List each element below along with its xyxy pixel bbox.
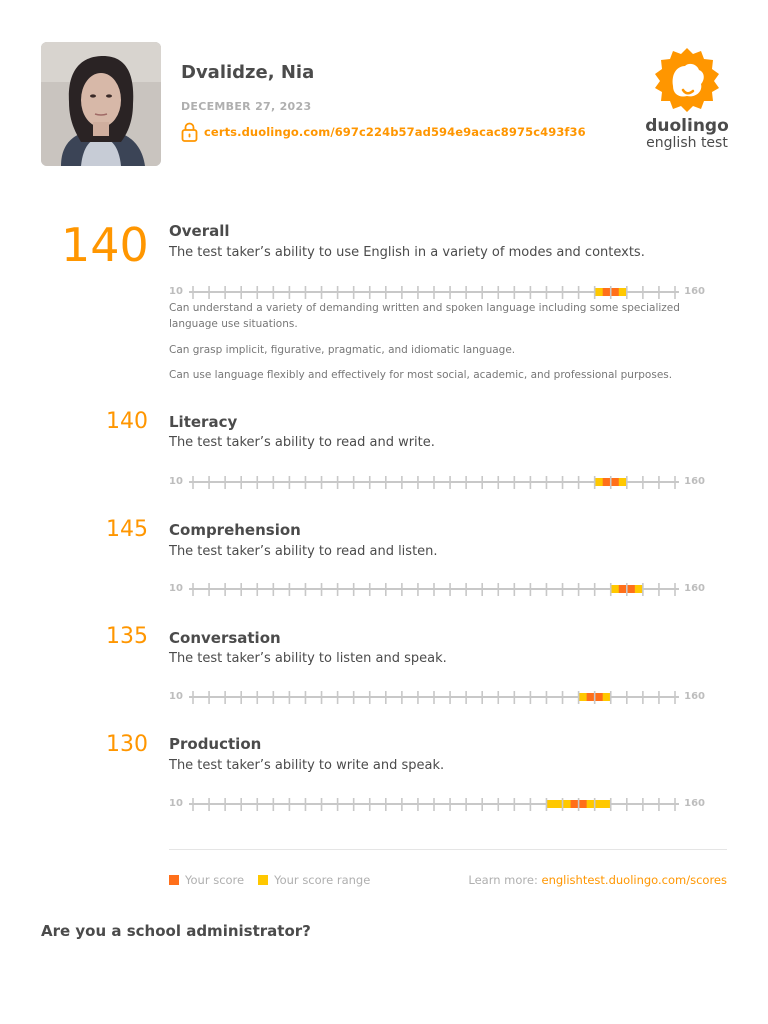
- legend-divider: [169, 849, 727, 850]
- scale-track: [189, 582, 679, 598]
- conversation-title: Conversation: [169, 629, 281, 647]
- scale-min-label: 10: [169, 583, 183, 594]
- score-range-mark: [595, 800, 611, 808]
- test-taker-name: Dvalidze, Nia: [181, 62, 315, 83]
- learn-more-prefix: Learn more:: [468, 873, 538, 887]
- legend-score-label: Your score: [185, 873, 245, 887]
- conversation-scale: [169, 690, 705, 706]
- lock-icon: [181, 122, 198, 142]
- learn-more: [468, 873, 727, 887]
- literacy-description: The test taker’s ability to read and write.: [169, 435, 435, 450]
- production-title: Production: [169, 735, 262, 753]
- duolingo-logo: [640, 46, 734, 152]
- score-legend: [169, 873, 384, 887]
- overall-note: Can understand a variety of demanding written and spoken language including some specialized language use situations.: [169, 302, 680, 330]
- certificate-link-row[interactable]: [181, 122, 586, 142]
- scale-track: [189, 475, 679, 491]
- production-score: 130: [106, 732, 148, 757]
- production-description: The test taker’s ability to write and speak.: [169, 758, 445, 773]
- conversation-score: 135: [106, 624, 148, 649]
- scale-min-label: 10: [169, 798, 183, 809]
- score-range-mark: [546, 800, 562, 808]
- scale-max-label: 160: [684, 583, 705, 594]
- scale-max-label: 160: [684, 476, 705, 487]
- overall-score: 140: [61, 218, 149, 272]
- logo-brand: duolingo: [645, 116, 729, 136]
- comprehension-score: 145: [106, 517, 148, 542]
- range-swatch-icon: [258, 875, 268, 885]
- comprehension-description: The test taker’s ability to read and listen.: [169, 544, 438, 559]
- literacy-score: 140: [106, 409, 148, 434]
- scale-max-label: 160: [684, 798, 705, 809]
- legend-item-range: [258, 873, 370, 887]
- overall-note: Can grasp implicit, figurative, pragmatic, and idiomatic language.: [169, 343, 516, 356]
- conversation-description: The test taker’s ability to listen and speak.: [169, 651, 447, 666]
- scale-track: [189, 797, 679, 813]
- production-scale: [169, 797, 705, 813]
- photo-image: [41, 42, 161, 166]
- overall-note: Can use language flexibly and effectively for most social, academic, and professional purposes.: [169, 369, 673, 382]
- duolingo-owl-icon: [653, 46, 721, 114]
- legend-range-label: Your score range: [274, 873, 371, 887]
- scale-min-label: 10: [169, 691, 183, 702]
- logo-subtitle: english test: [646, 135, 728, 151]
- learn-more-link[interactable]: englishtest.duolingo.com/scores: [541, 873, 727, 887]
- legend-item-score: [169, 873, 244, 887]
- scale-min-label: 10: [169, 286, 183, 297]
- overall-description: The test taker’s ability to use English in a variety of modes and contexts.: [169, 245, 645, 260]
- overall-scale: [169, 285, 705, 301]
- scale-max-label: 160: [684, 286, 705, 297]
- scale-track: [189, 285, 679, 301]
- scale-track: [189, 690, 679, 706]
- overall-title: Overall: [169, 222, 230, 240]
- scale-min-label: 10: [169, 476, 183, 487]
- test-date: DECEMBER 27, 2023: [181, 100, 312, 113]
- literacy-title: Literacy: [169, 413, 238, 431]
- test-taker-photo: [41, 42, 161, 166]
- scale-max-label: 160: [684, 691, 705, 702]
- overall-notes: [169, 301, 714, 394]
- school-admin-heading: Are you a school administrator?: [41, 922, 311, 940]
- comprehension-scale: [169, 582, 705, 598]
- comprehension-title: Comprehension: [169, 521, 301, 539]
- literacy-scale: [169, 475, 705, 491]
- certificate-url[interactable]: certs.duolingo.com/697c224b57ad594e9acac8975c493f36: [204, 125, 586, 139]
- score-swatch-icon: [169, 875, 179, 885]
